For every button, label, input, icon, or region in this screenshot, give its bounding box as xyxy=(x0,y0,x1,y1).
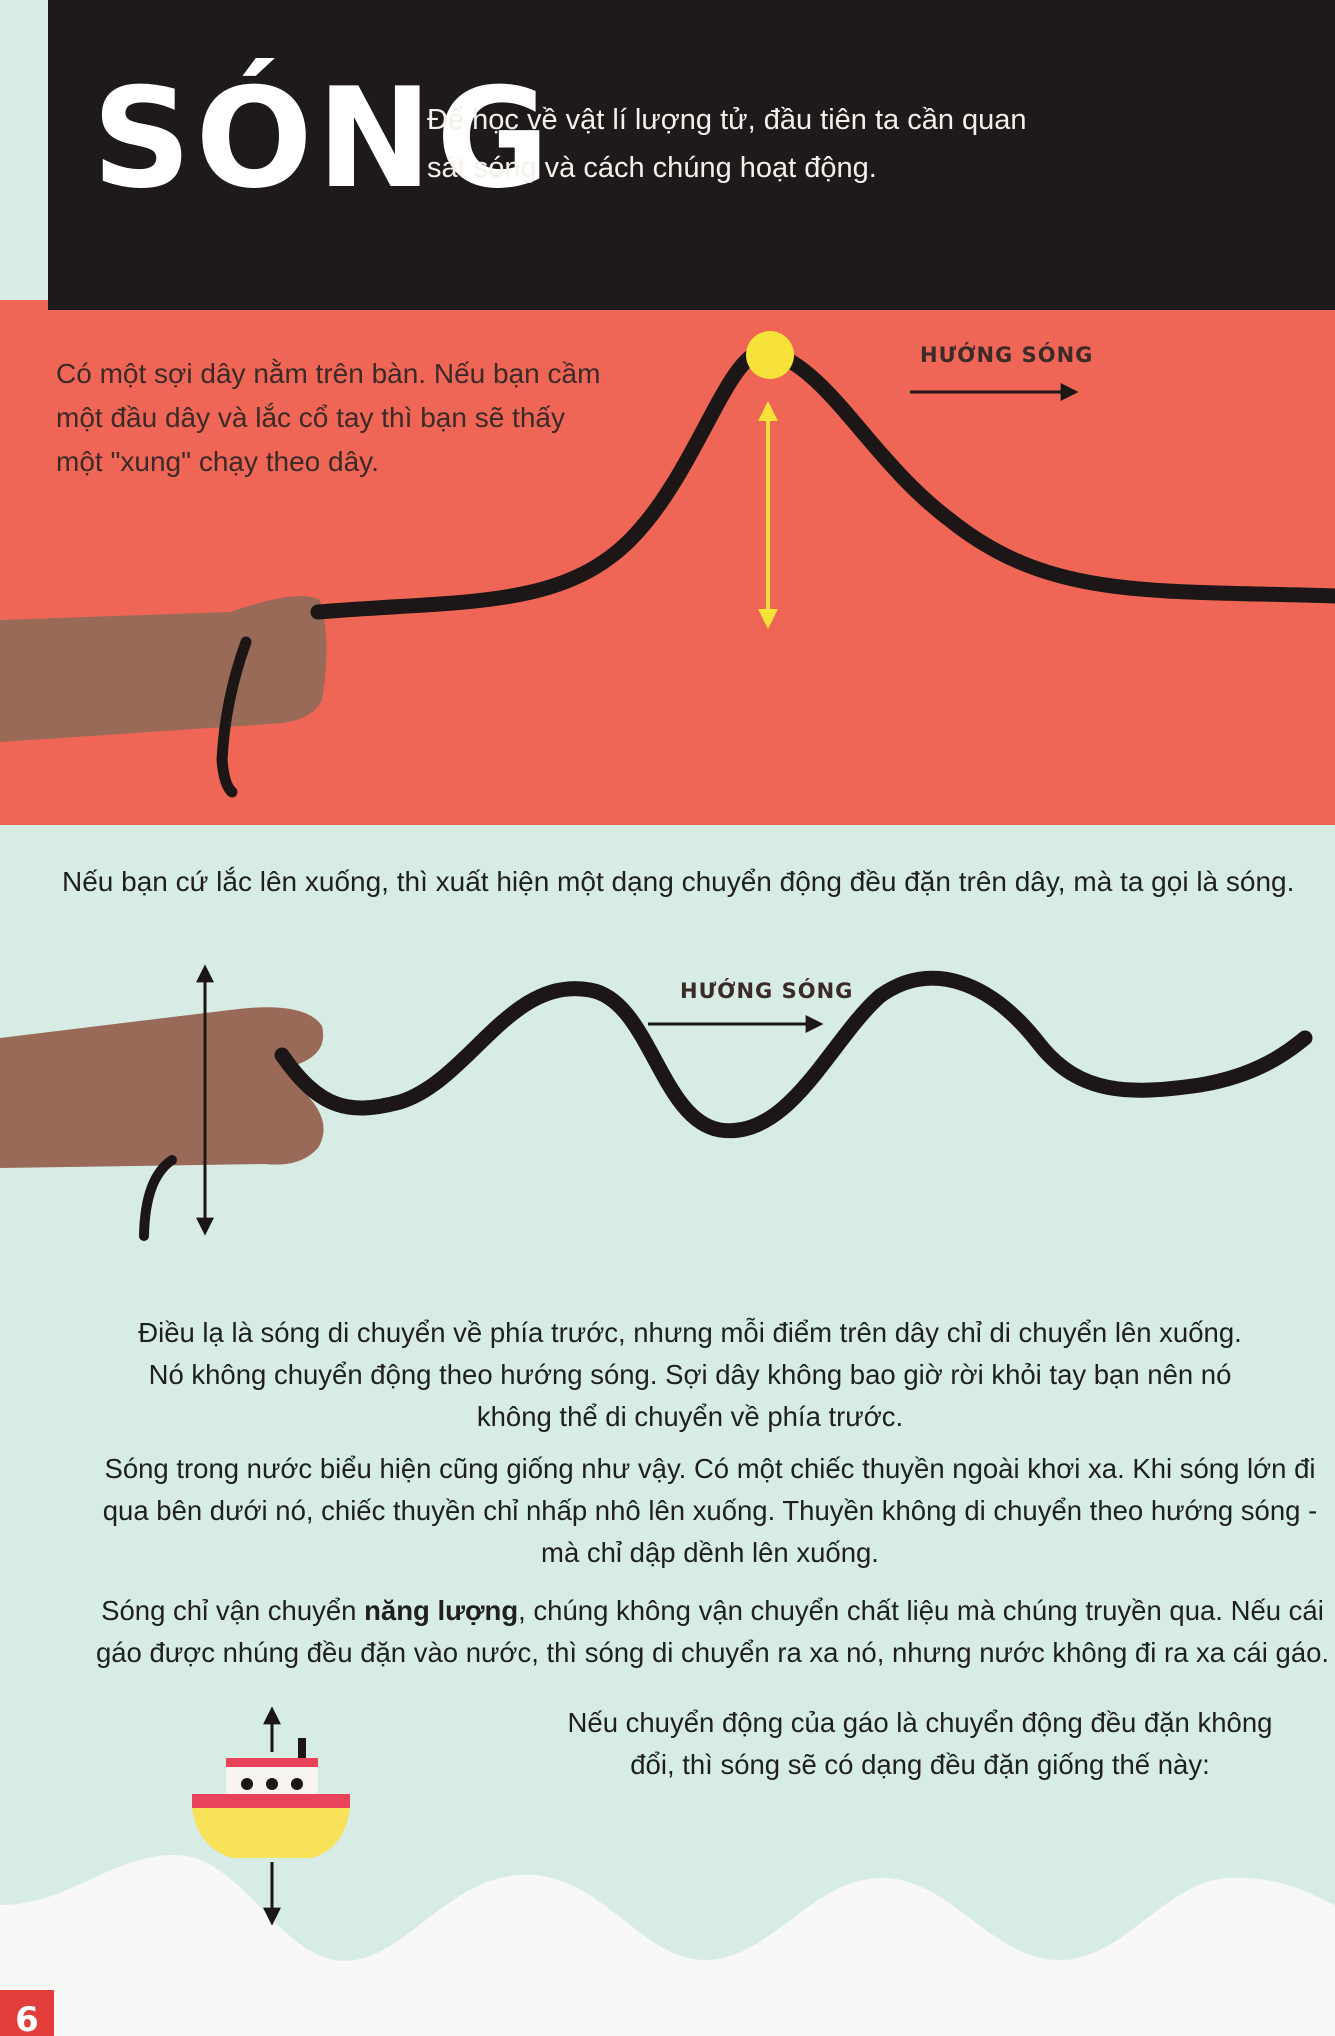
paragraph-regular-wave: Nếu chuyển động của gáo là chuyển động đều đặn không đổi, thì sóng sẽ có dạng đều đặn giống thế này: xyxy=(567,1707,1273,1780)
pulse-hand xyxy=(0,596,327,792)
paragraph-points-move: Điều lạ là sóng di chuyển về phía trước, nhưng mỗi điểm trên dây chỉ di chuyển lên xuống. Nó không chuyển động theo hướng sóng. Sợi dây không bao giờ rời khỏi tay bạn nên nó không thể di chuyển về phía trước. xyxy=(138,1317,1242,1432)
energy-text-after: , chúng không vận chuyển chất liệu mà chúng truyền qua. Nếu cái gáo được nhúng đều đặn vào nước, thì sóng di chuyển ra xa nó, nhưng nước không đi ra xa cái gáo. xyxy=(95,1595,1330,1668)
pulse-direction-label: HƯỚNG SÓNG xyxy=(920,343,1094,367)
pulse-description: Có một sợi dây nằm trên bàn. Nếu bạn cầm một đầu dây và lắc cổ tay thì bạn sẽ thấy một "xung" chạy theo dây. xyxy=(56,358,601,477)
wave-description: Nếu bạn cứ lắc lên xuống, thì xuất hiện một dạng chuyển động đều đặn trên dây, mà ta gọi là sóng. xyxy=(62,866,1295,897)
paragraph-boat: Sóng trong nước biểu hiện cũng giống như vậy. Có một chiếc thuyền ngoài khơi xa. Khi sóng lớn đi qua bên dưới nó, chiếc thuyền chỉ nhấp nhô lên xuống. Thuyền không di chuyển theo hướng sóng - mà chỉ dập dềnh lên xuống. xyxy=(102,1453,1318,1568)
boat-icon xyxy=(192,1738,350,1858)
pulse-rope xyxy=(318,351,1335,612)
page-number: 6 xyxy=(0,1990,54,2036)
rope-point-marker xyxy=(746,331,794,379)
water-waves xyxy=(0,1855,1335,2036)
energy-keyword: năng lượng xyxy=(364,1595,519,1626)
energy-text-before: Sóng chỉ vận chuyển xyxy=(101,1595,365,1626)
wave-hand xyxy=(0,1007,324,1236)
wave-direction-label: HƯỚNG SÓNG xyxy=(680,979,854,1003)
intro-text: Để học về vật lí lượng tử, đầu tiên ta cần quan sát sóng và cách chúng hoạt động. xyxy=(427,104,1027,184)
page-title: SÓNG xyxy=(92,58,554,219)
